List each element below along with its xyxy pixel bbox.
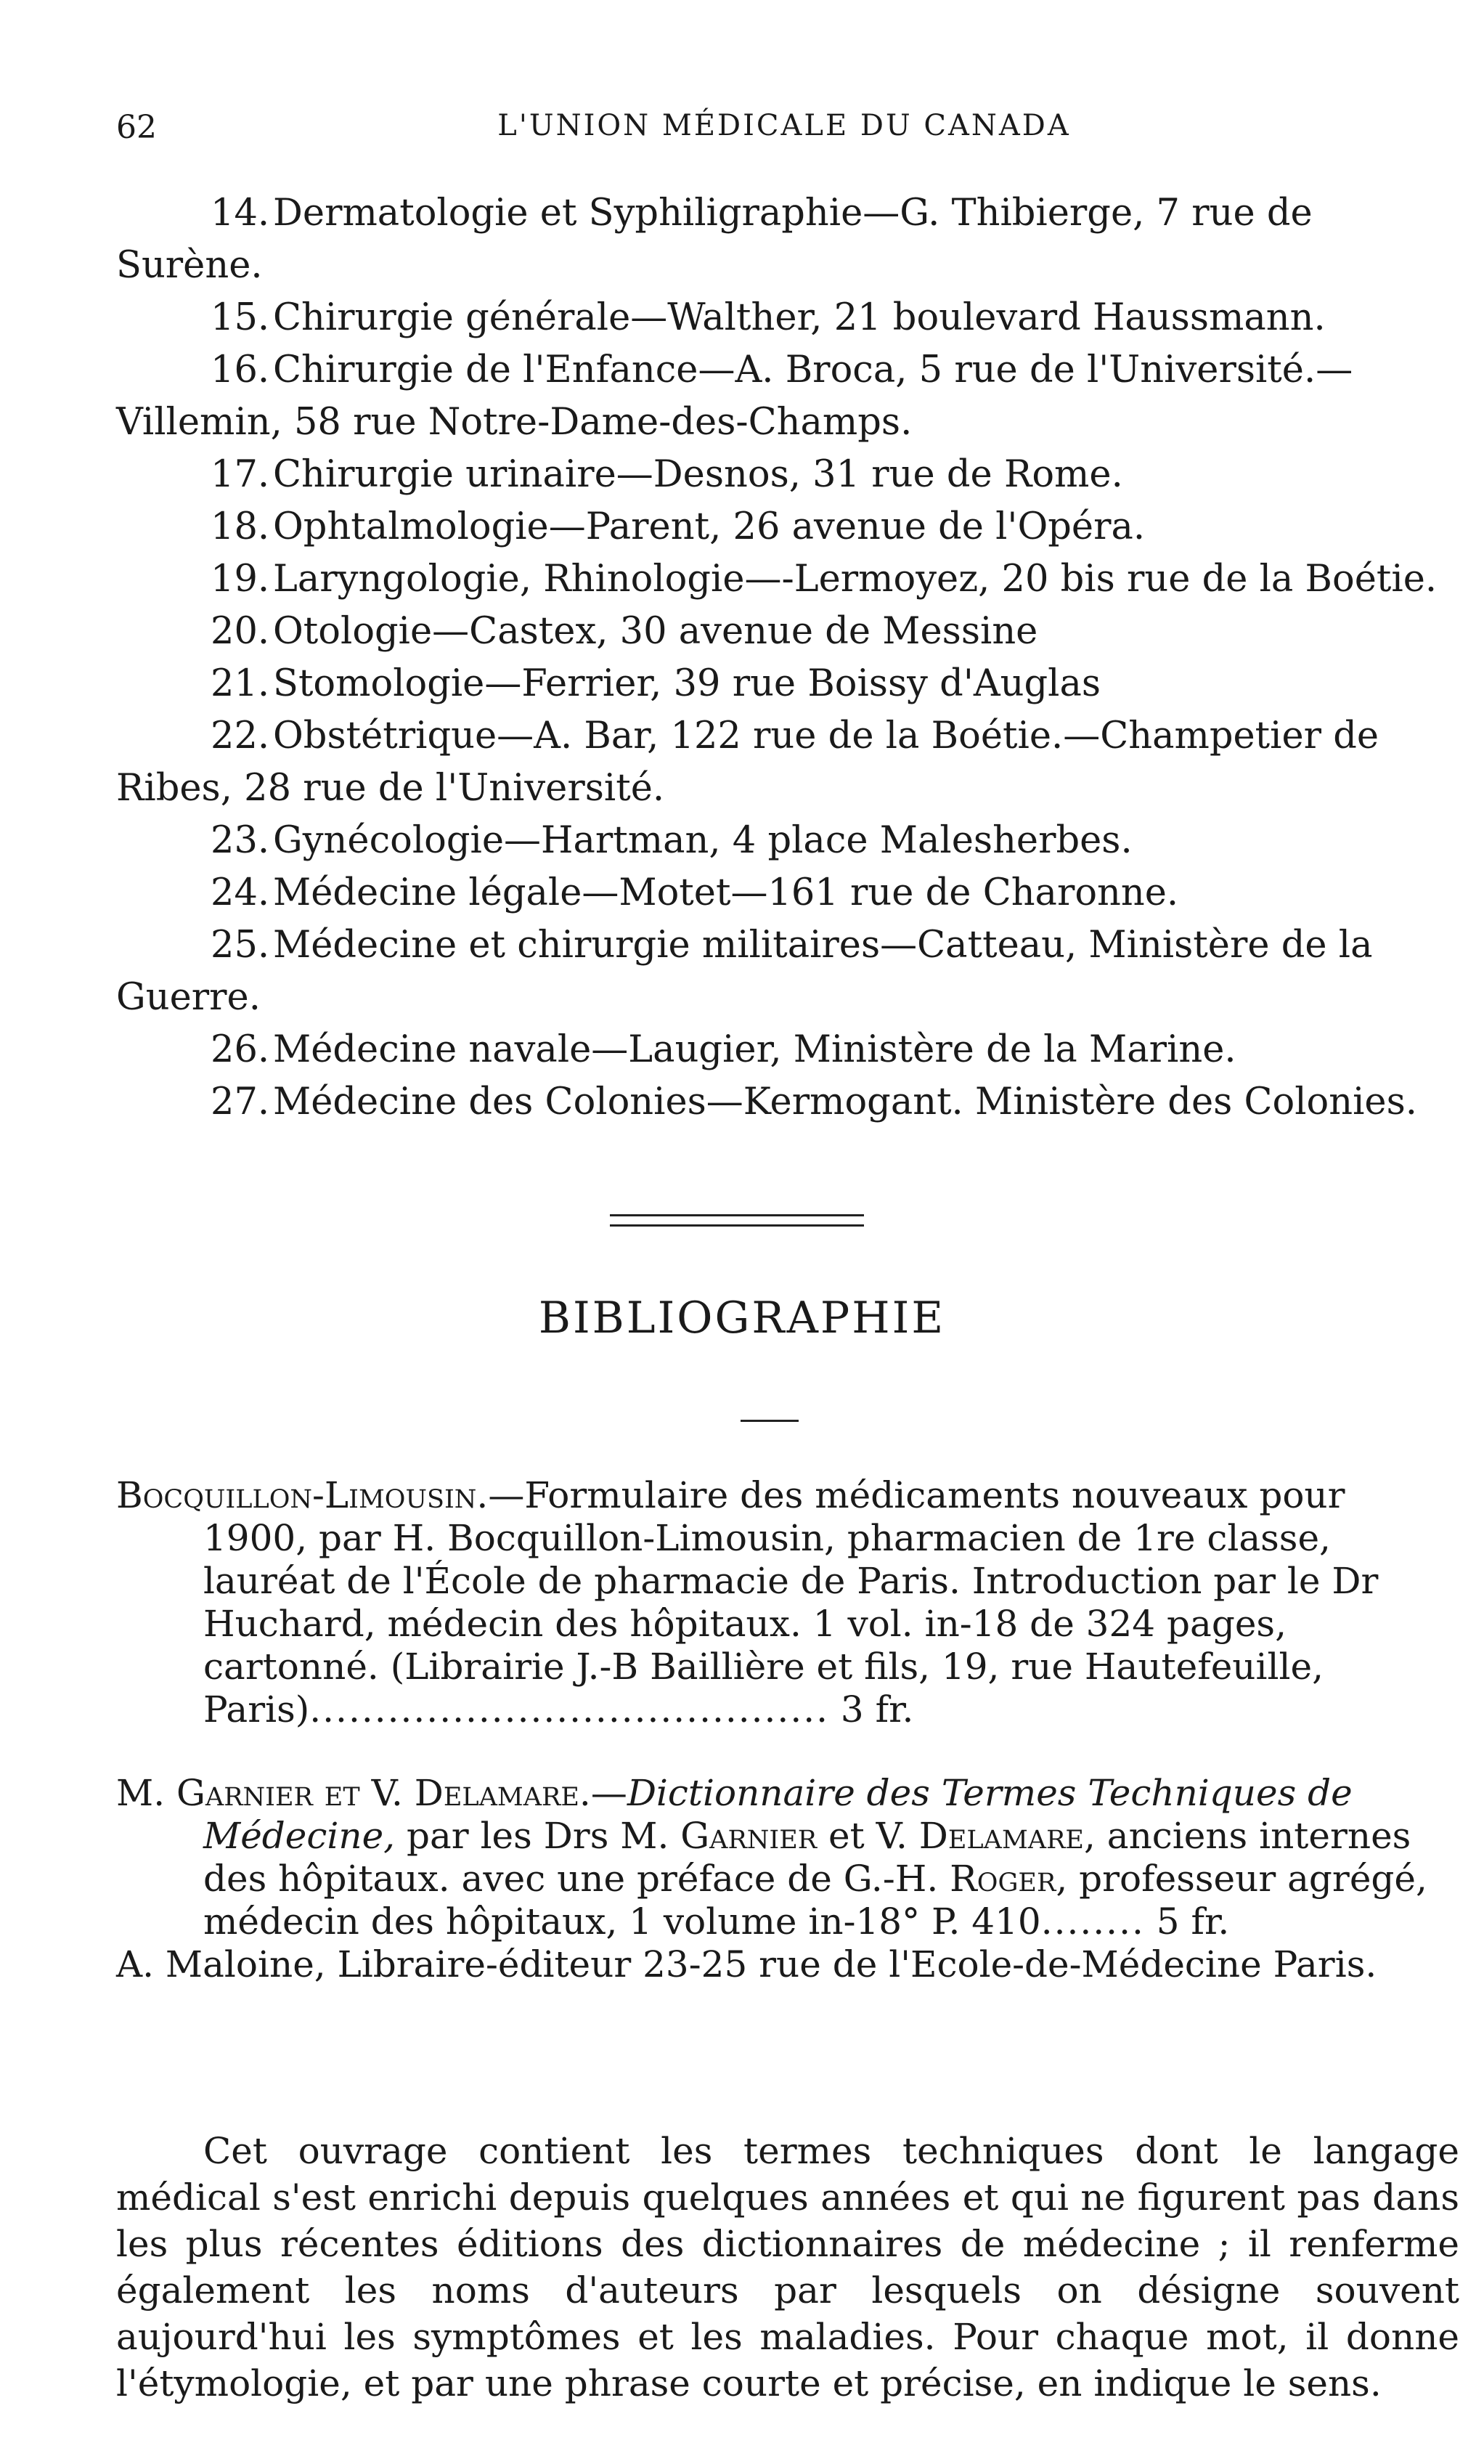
list-item: 14.Dermatologie et Syphiligraphie—G. Thibierge, 7 rue de Surène. — [116, 192, 1313, 287]
list-item: 18.Ophtalmologie—Parent, 26 avenue de l'Opéra. — [211, 505, 1146, 548]
page-number: 62 — [116, 109, 157, 146]
bibliography-entry: M. Garnier et V. Delamare.—Dictionnaire des Termes Techniques de Médecine, par les Drs M. Garnier et V. Delamare, anciens internes des hôpitaux. avec une préface de G.-H. Roger, professeur agrégé, médecin des hôpitaux, 1 volume in-18° P. 410........ 5 fr. A. Maloine, Libraire-éditeur 23-25 rue de l'Ecole-de-Médecine Paris. — [116, 1772, 1459, 1986]
bib-author: Bocquillon-Limousin. — [116, 1474, 489, 1516]
list-item: 20.Otologie—Castex, 30 avenue de Messine — [211, 610, 1038, 653]
bib-title: Dictionnaire des Termes Techniques de Médecine, — [203, 1772, 1353, 1857]
bib-price: 5 fr. — [1156, 1900, 1230, 1943]
divider-rule-top — [610, 1214, 864, 1216]
list-item: 23.Gynécologie—Hartman, 4 place Malesherbes. — [211, 819, 1133, 862]
list-item: 19.Laryngologie, Rhinologie—-Lermoyez, 20 bis rue de la Boétie. — [211, 558, 1438, 601]
bibliography-entry — [116, 1474, 1459, 1731]
section-title: BIBLIOGRAPHIE — [538, 1293, 946, 1343]
bib-publisher: A. Maloine, Libraire-éditeur 23-25 rue de l'Ecole-de-Médecine Paris. — [116, 1943, 1377, 1985]
bib-author: M. Garnier et V. Delamare. — [116, 1772, 591, 1814]
list-item: 16.Chirurgie de l'Enfance—A. Broca, 5 rue de l'Université.—Villemin, 58 rue Notre-Dame-des-Champs. — [116, 349, 1353, 444]
list-item: 24.Médecine légale—Motet—161 rue de Charonne. — [211, 871, 1179, 914]
review-paragraph: Cet ouvrage contient les termes techniques dont le langage médical s'est enrichi depuis quelques années et qui ne figurent pas dans les plus récentes éditions des dictionnaires de médecine ; il renferme également les noms d'auteurs par lesquels on désigne souvent aujourd'hui les symptômes et les maladies. Pour chaque mot, il donne l'étymologie, et par une phrase courte et précise, en indique le sens. — [116, 2130, 1459, 2404]
page-header — [116, 109, 1452, 160]
divider-rule-bottom — [610, 1224, 864, 1227]
list-item: 21.Stomologie—Ferrier, 39 rue Boissy d'Auglas — [211, 662, 1101, 705]
list-item: 17.Chirurgie urinaire—Desnos, 31 rue de Rome. — [211, 453, 1123, 496]
list-item: 27.Médecine des Colonies—Kermogant. Ministère des Colonies. — [211, 1081, 1417, 1123]
running-title: L'UNION MÉDICALE DU CANADA — [497, 109, 1071, 142]
specialty-list — [116, 187, 1459, 1129]
section-divider — [741, 1420, 799, 1422]
list-item: 26.Médecine navale—Laugier, Ministère de la Marine. — [211, 1028, 1236, 1071]
list-item: 25.Médecine et chirurgie militaires—Catteau, Ministère de la Guerre. — [116, 924, 1373, 1019]
bib-body: —Formulaire des médicaments nouveaux pour 1900, par H. Bocquillon-Limousin, pharmacien de 1re classe, lauréat de l'École de pharmacie de Paris. Introduction par le Dr Huchard, médecin des hôpitaux. 1 vol. in-18 de 324 pages, cartonné. (Librairie J.-B Baillière et fils, 19, rue Hautefeuille, Paris) — [203, 1474, 1379, 1731]
dot-leader: ........................................ — [309, 1688, 830, 1731]
dot-leader: ........ — [1040, 1900, 1145, 1943]
bib-price: 3 fr. — [840, 1688, 914, 1731]
list-item: 15.Chirurgie générale—Walther, 21 boulevard Haussmann. — [211, 296, 1326, 339]
list-item: 22.Obstétrique—A. Bar, 122 rue de la Boétie.—Champetier de Ribes, 28 rue de l'Université. — [116, 715, 1379, 810]
